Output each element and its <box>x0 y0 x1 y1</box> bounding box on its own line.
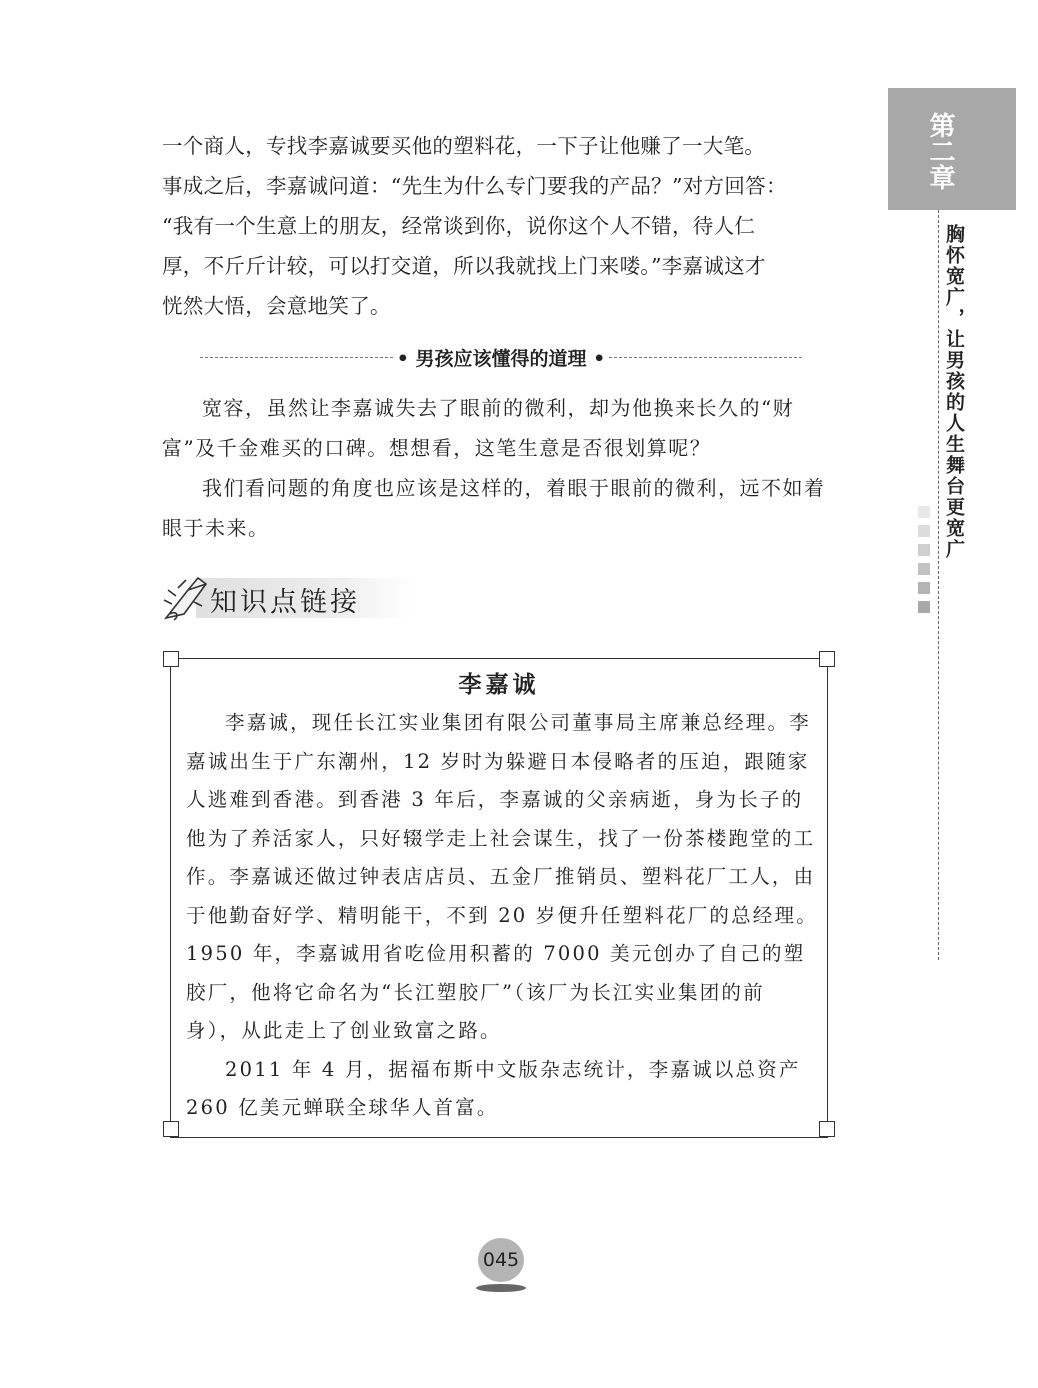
story-line: “我有一个生意上的朋友，经常谈到你，说你这个人不错，待人仁 <box>162 214 756 238</box>
lesson-paragraph-1: 宽容，虽然让李嘉诚失去了眼前的微利，却为他换来长久的“财富”及千金难买的口碑。想想看，这笔生意是否很划算呢？ <box>162 396 795 460</box>
square-6 <box>918 601 930 613</box>
page-number-shadow <box>476 1284 526 1292</box>
knowledge-box-body <box>186 704 820 1128</box>
box-corner-tr <box>819 651 835 667</box>
knowledge-paragraph-1: 李嘉诚，现任长江实业集团有限公司董事局主席兼总经理。李嘉诚出生于广东潮州，12 岁时为躲避日本侵略者的压迫，跟随家人逃难到香港。到香港 3 年后，李嘉诚的父亲病逝，身为长子的他为了养活家人，只好辍学走上社会谋生，找了一份茶楼跑堂的工作。李嘉诚还做过钟表店店员、五金厂推销员、塑料花厂工人，由于他勤奋好学、精明能干，不到 20 岁便升任塑料花厂的总经理。1950 年，李嘉诚用省吃俭用积蓄的 7000 美元创办了自己的塑胶厂，他将它命名为“长江塑胶厂”（该厂为长江实业集团的前身），从此走上了创业致富之路。 <box>186 711 818 1042</box>
lesson-section <box>162 388 842 548</box>
lesson-heading: • 男孩应该懂得的道理 • <box>396 347 606 370</box>
story-line: 事成之后，李嘉诚问道：“先生为什么专门要我的产品？”对方回答： <box>162 174 787 198</box>
story-line: 厚，不斤斤计较，可以打交道，所以我就找上门来喽。”李嘉诚这才 <box>162 254 766 278</box>
box-corner-tl <box>163 651 179 667</box>
story-paragraph <box>162 126 842 326</box>
knowledge-paragraph-2: 2011 年 4 月，据福布斯中文版杂志统计，李嘉诚以总资产 260 亿美元蝉联全球华人首富。 <box>186 1057 801 1119</box>
story-line: 一个商人，专找李嘉诚要买他的塑料花，一下子让他赚了一大笔。 <box>162 134 766 158</box>
lesson-paragraph-2: 我们看问题的角度也应该是这样的，着眼于眼前的微利，远不如着眼于未来。 <box>162 476 826 540</box>
box-corner-bl <box>163 1121 179 1137</box>
box-corner-br <box>819 1121 835 1137</box>
chapter-vertical-title: 胸怀宽广，让男孩的人生舞台更宽广 <box>943 224 965 560</box>
page-number: 045 <box>478 1238 524 1282</box>
square-4 <box>918 563 930 575</box>
knowledge-link-header <box>158 570 418 626</box>
lesson-divider <box>200 341 802 373</box>
side-dashed-line <box>938 210 939 960</box>
gray-squares <box>918 506 932 620</box>
story-line: 恍然大悟，会意地笑了。 <box>162 294 391 318</box>
square-2 <box>918 525 930 537</box>
scroll-icon <box>158 570 214 626</box>
divider-dash-right <box>609 357 802 358</box>
square-1 <box>918 506 930 518</box>
knowledge-link-title: 知识点链接 <box>210 587 360 618</box>
square-5 <box>918 582 930 594</box>
divider-dash-left <box>200 357 393 358</box>
chapter-label: 第二章 <box>925 112 955 190</box>
square-3 <box>918 544 930 556</box>
knowledge-box-title: 李嘉诚 <box>458 671 540 698</box>
